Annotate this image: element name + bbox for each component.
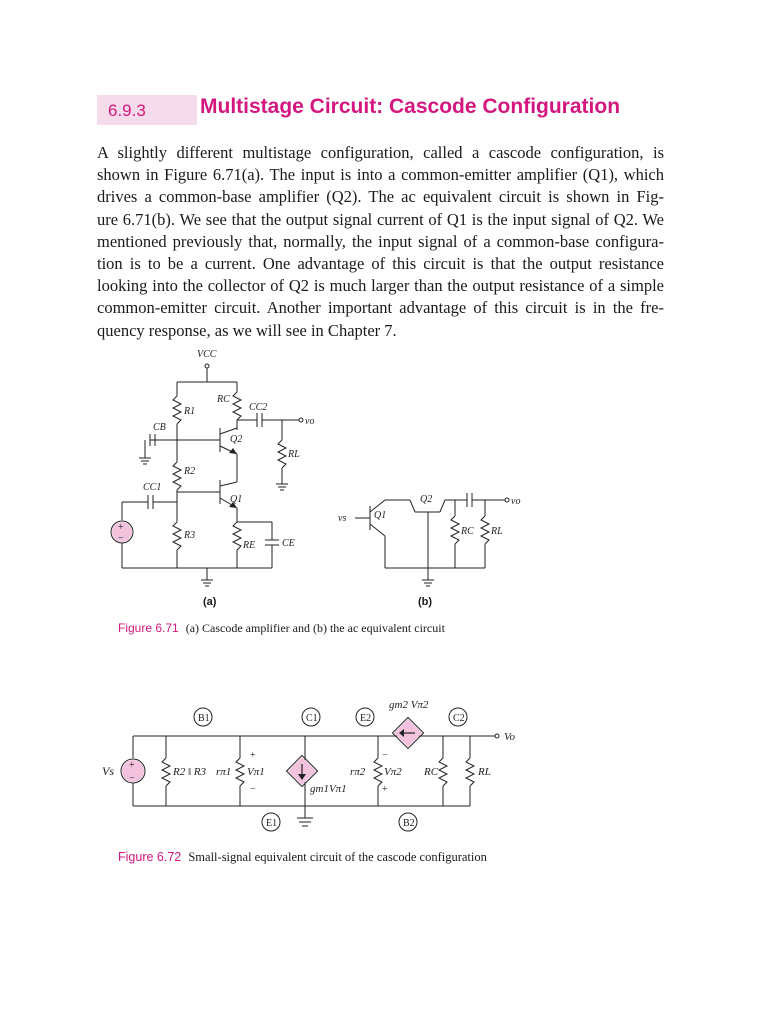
label-rpi1: rπ1 (216, 766, 232, 778)
label-re: RE (243, 540, 256, 551)
node-c1: C1 (306, 713, 318, 724)
label-vo-672: Vo (504, 731, 515, 743)
label-vcc: VCC (197, 349, 217, 360)
node-e2: E2 (360, 713, 372, 724)
label-ce: CE (282, 538, 295, 549)
label-minus1: − (250, 784, 256, 795)
label-vpi1: Vπ1 (247, 766, 265, 778)
body-line-4: ure 6.71(b). We see that the output signal current of Q1 is the input signal of Q2. We (97, 209, 664, 229)
label-rl: RL (288, 449, 300, 460)
source-minus: − (118, 533, 124, 544)
source-plus: + (118, 522, 124, 533)
label-b-rl: RL (491, 526, 503, 537)
label-r2: R2 (184, 466, 196, 477)
label-minus2: − (382, 750, 388, 761)
node-c2: C2 (453, 713, 465, 724)
label-b-q2: Q2 (420, 494, 433, 505)
source-minus-672: − (129, 773, 135, 784)
label-rc: RC (217, 394, 230, 405)
figure-label-a: (a) (203, 596, 217, 608)
label-cb: CB (153, 422, 166, 433)
label-rpi2: rπ2 (350, 766, 366, 778)
body-line-9: quency response, as we will see in Chapter 7. (97, 320, 397, 340)
node-e1: E1 (266, 818, 278, 829)
section-title: Multistage Circuit: Cascode Configuration (200, 95, 621, 118)
figure-671-caption-text: (a) Cascode amplifier and (b) the ac equivalent circuit (185, 621, 445, 635)
label-plus1: + (250, 750, 256, 761)
node-b1: B1 (198, 713, 210, 724)
node-b2: B2 (403, 818, 415, 829)
body-line-7: looking into the collector of Q2 is much larger than the output resistance of a simple (97, 276, 664, 296)
label-b-vo: vo (511, 496, 521, 507)
label-rc-672: RC (424, 766, 439, 778)
label-b-q1: Q1 (374, 510, 387, 521)
body-line-3: drives a common-base amplifier (Q2). The ac equivalent circuit is shown in Fig- (97, 187, 664, 207)
label-cc1: CC1 (143, 482, 162, 493)
figure-671-caption (118, 621, 445, 636)
figure-671-number: Figure 6.71 (118, 621, 179, 635)
label-rl-672: RL (478, 766, 491, 778)
figure-672-caption (118, 850, 487, 865)
section-number: 6.9.3 (108, 101, 146, 120)
figure-672-caption-text: Small-signal equivalent circuit of the cascode configuration (188, 850, 487, 864)
body-line-8: common-emitter circuit. Another important advantage of this circuit is in the fre- (97, 298, 664, 318)
label-b-rc: RC (461, 526, 474, 537)
body-line-6: tion is to be a current. One advantage of this circuit is that the output resistance (97, 254, 664, 274)
source-plus-672: + (129, 760, 135, 771)
body-line-1: A slightly different multistage configuration, called a cascode configuration, is (97, 143, 664, 162)
body-line-5: mentioned previously that, normally, the input signal of a common-base configura- (97, 231, 664, 251)
label-r3: R3 (184, 530, 196, 541)
label-vo: vo (305, 416, 315, 427)
body-line-2: shown in Figure 6.71(a). The input is into a common-emitter amplifier (Q1), which (97, 165, 664, 185)
label-r2r3: R2 ‖ R3 (173, 766, 207, 778)
label-plus2: + (382, 784, 388, 795)
label-b-vs: vs (338, 513, 347, 524)
figure-672-number: Figure 6.72 (118, 850, 182, 864)
label-gm1: gm1Vπ1 (310, 783, 347, 795)
label-vpi2: Vπ2 (384, 766, 402, 778)
label-vs: Vs (102, 764, 114, 778)
figure-label-b: (b) (418, 596, 433, 608)
label-gm2: gm2 Vπ2 (389, 699, 429, 711)
label-q1: Q1 (230, 494, 243, 505)
label-cc2: CC2 (249, 402, 268, 413)
label-r1: R1 (184, 406, 196, 417)
label-q2: Q2 (230, 434, 243, 445)
